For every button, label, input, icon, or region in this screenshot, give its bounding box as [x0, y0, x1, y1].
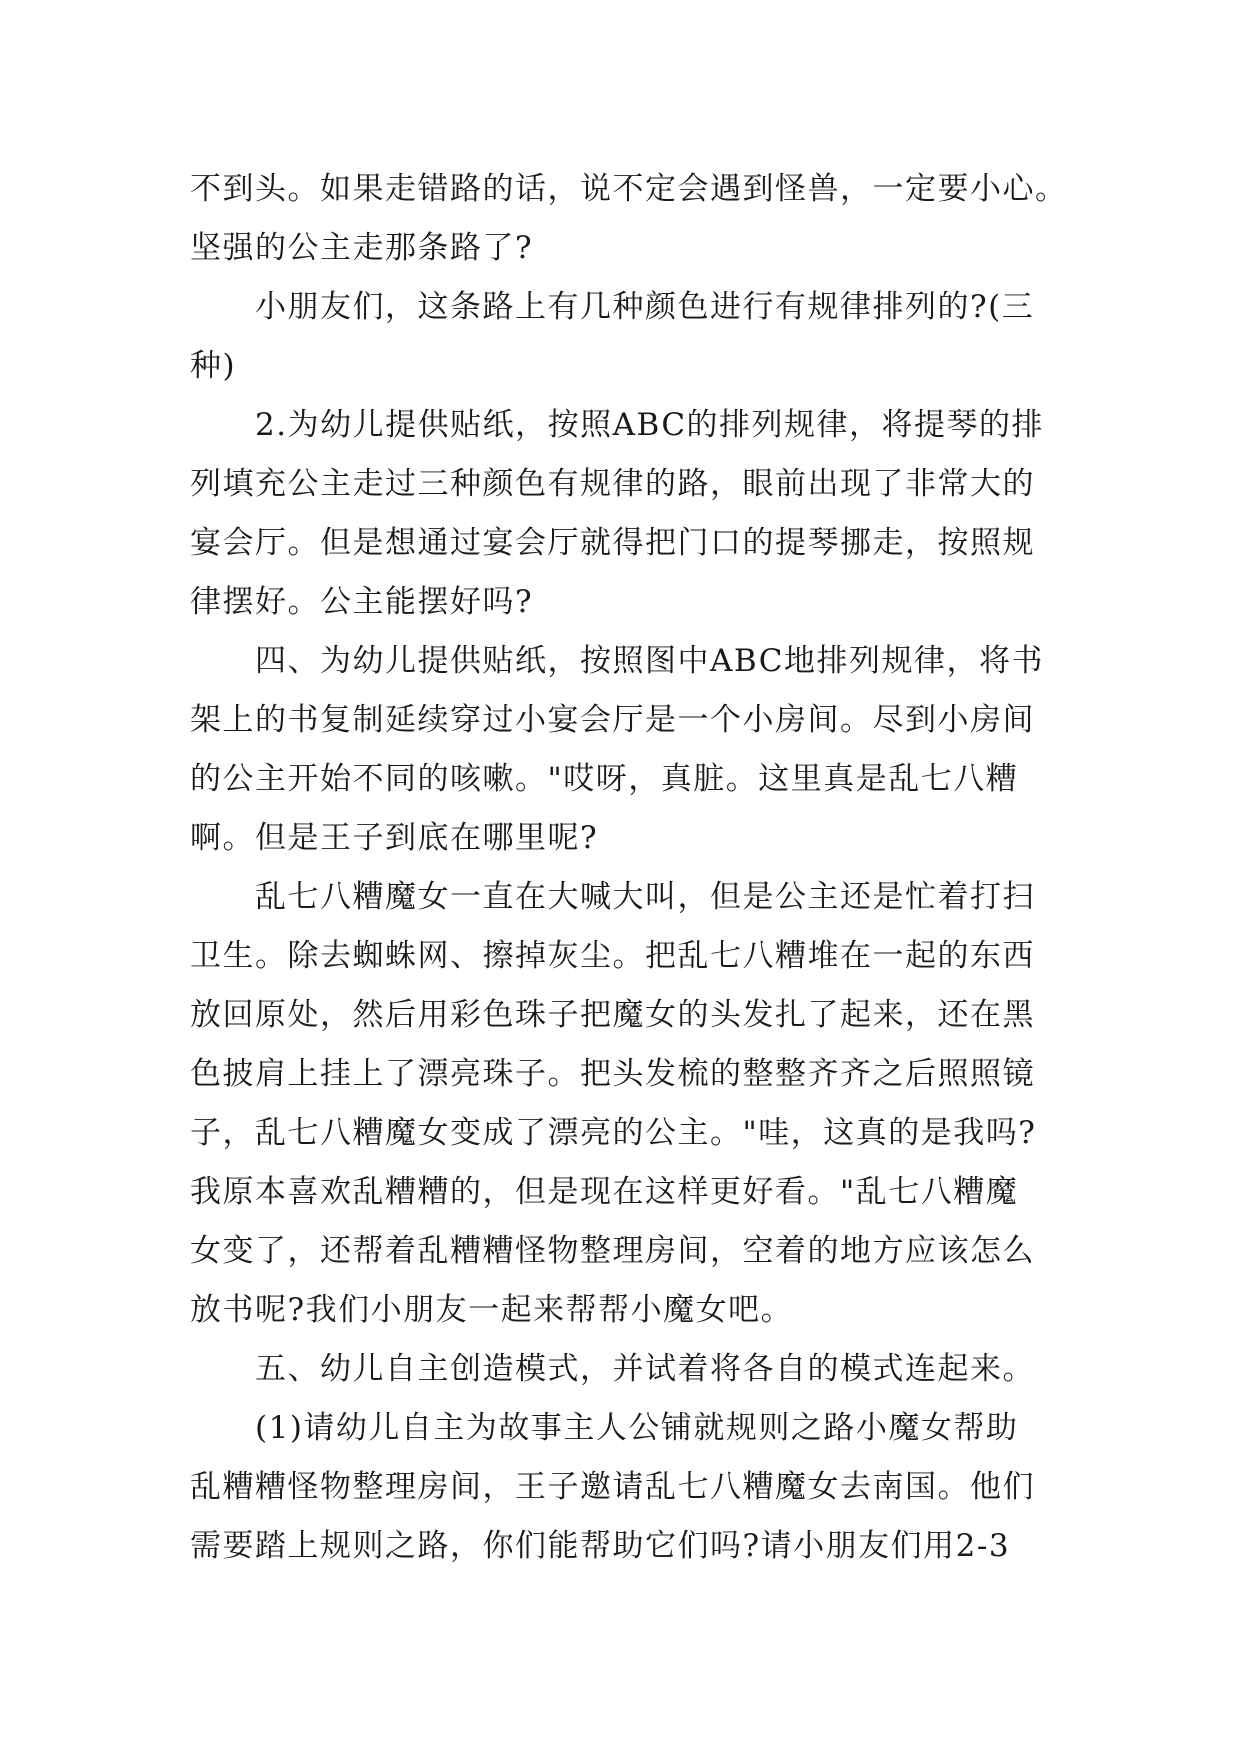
text-line: 卫生。除去蜘蛛网、擦掉灰尘。把乱七八糟堆在一起的东西 — [190, 938, 1035, 974]
body-text — [190, 160, 1068, 1576]
text-line: 律摆好。公主能摆好吗? — [190, 584, 534, 620]
text-line: 列填充公主走过三种颜色有规律的路，眼前出现了非常大的 — [190, 466, 1035, 502]
text-line: 啊。但是王子到底在哪里呢? — [190, 820, 599, 856]
text-line: (1)请幼儿自主为故事主人公铺就规则之路小魔女帮助 — [190, 1410, 1019, 1446]
text-line: 子，乱七八糟魔女变成了漂亮的公主。"哇，这真的是我吗? — [190, 1115, 1037, 1151]
text-line: 2.为幼儿提供贴纸，按照ABC的排列规律，将提琴的排 — [190, 407, 1045, 443]
text-line: 坚强的公主走那条路了? — [190, 230, 534, 266]
text-line: 乱七八糟魔女一直在大喊大叫，但是公主还是忙着打扫 — [190, 879, 1035, 915]
text-line: 的公主开始不同的咳嗽。"哎呀，真脏。这里真是乱七八糟 — [190, 761, 1019, 797]
text-line: 种) — [190, 348, 237, 384]
text-line: 四、为幼儿提供贴纸，按照图中ABC地排列规律，将书 — [190, 643, 1044, 679]
text-line: 女变了，还帮着乱糟糟怪物整理房间，空着的地方应该怎么 — [190, 1233, 1035, 1269]
text-line: 小朋友们，这条路上有几种颜色进行有规律排列的?(三 — [190, 289, 1035, 325]
text-line: 宴会厅。但是想通过宴会厅就得把门口的提琴挪走，按照规 — [190, 525, 1035, 561]
text-line: 不到头。如果走错路的话，说不定会遇到怪兽，一定要小心。 — [190, 171, 1068, 207]
text-line: 我原本喜欢乱糟糟的，但是现在这样更好看。"乱七八糟魔 — [190, 1174, 1019, 1210]
text-line: 色披肩上挂上了漂亮珠子。把头发梳的整整齐齐之后照照镜 — [190, 1056, 1035, 1092]
text-line: 需要踏上规则之路，你们能帮助它们吗?请小朋友们用2-3 — [190, 1528, 1011, 1564]
text-line: 乱糟糟怪物整理房间，王子邀请乱七八糟魔女去南国。他们 — [190, 1469, 1035, 1505]
text-line: 架上的书复制延续穿过小宴会厅是一个小房间。尽到小房间 — [190, 702, 1035, 738]
text-line: 五、幼儿自主创造模式，并试着将各自的模式连起来。 — [190, 1351, 1035, 1387]
text-line: 放回原处，然后用彩色珠子把魔女的头发扎了起来，还在黑 — [190, 997, 1035, 1033]
text-line: 放书呢?我们小朋友一起来帮帮小魔女吧。 — [190, 1292, 794, 1328]
